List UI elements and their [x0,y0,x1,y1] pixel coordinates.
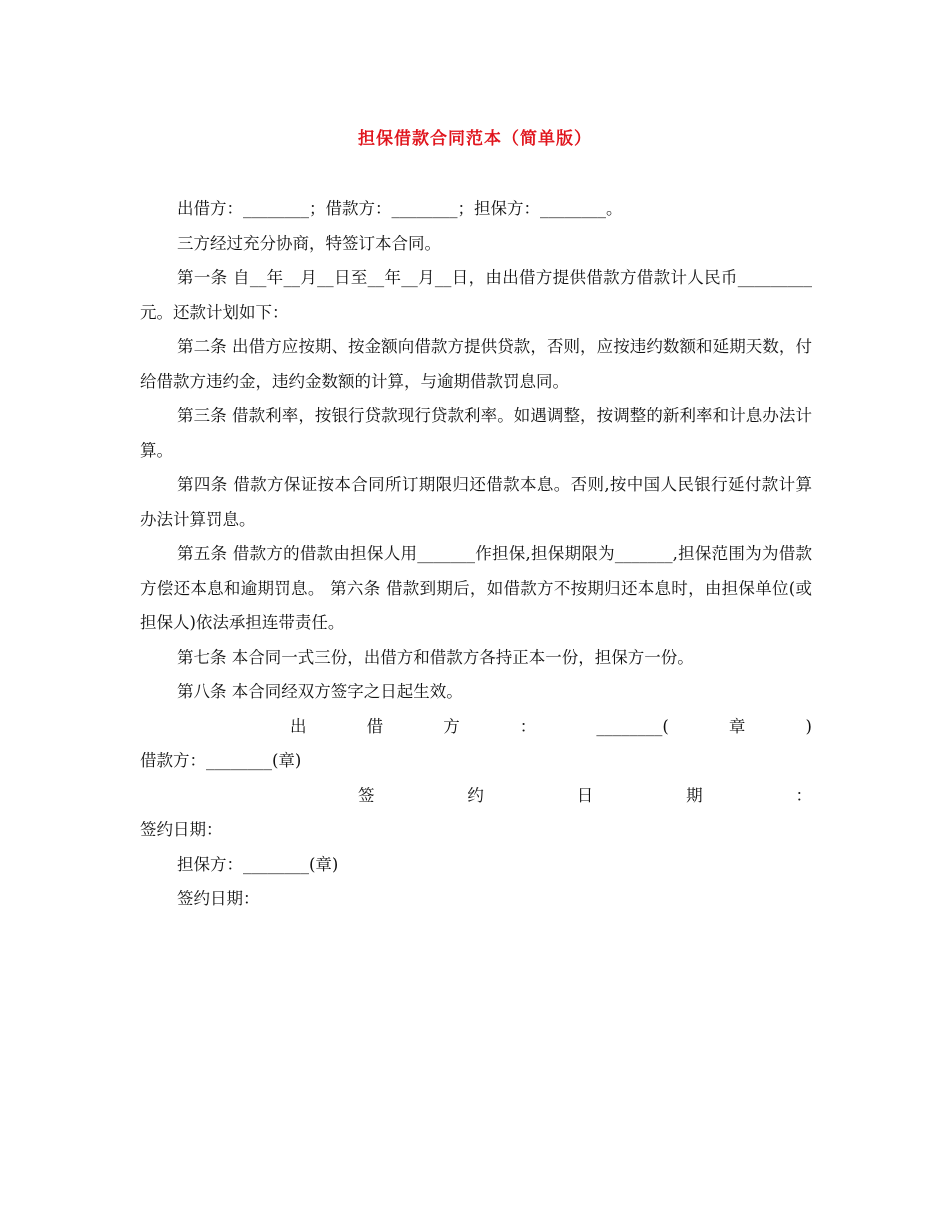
document-title: 担保借款合同范本（简单版） [358,129,592,149]
date-part: 日 [576,785,594,805]
sign-part: ________( [596,716,669,736]
sign-part: 借 [366,716,384,736]
contract-body [140,192,812,917]
sign-part: ) [805,716,812,736]
article-3: 第三条 借款利率，按银行贷款现行贷款利率。如遇调整，按调整的新利率和计息办法计算。 [140,406,812,460]
article-4: 第四条 借款方保证按本合同所订期限归还借款本息。否则,按中国人民银行延付款计算办法计算罚息。 [140,475,812,529]
sign-part: ： [519,716,537,736]
article-5-6: 第五条 借款方的借款由担保人用_______作担保,担保期限为_______,担保范围为为借款方偿还本息和逾期罚息。 第六条 借款到期后，如借款方不按期归还本息时，由担保单位(或担保人)依法承担连带责任。 [140,544,812,632]
date-part: 期 [686,785,703,805]
article-1: 第一条 自__年__月__日至__年__月__日，由出借方提供借款方借款计人民币_________元。还款计划如下： [140,268,812,322]
date-part: 约 [467,785,484,805]
lender-signature-line [140,710,812,745]
sign-part: 章 [728,716,746,736]
parties-line: 出借方：________；借款方：________；担保方：________。 [177,199,623,218]
borrower-signature: 借款方：________(章) [140,751,302,770]
sign-part: 出 [290,716,307,736]
sign-date-borrower: 签约日期： [140,820,223,839]
sign-part: 方 [443,716,460,736]
article-2: 第二条 出借方应按期、按金额向借款方提供贷款，否则，应按违约数额和延期天数，付给借款方违约金，违约金数额的计算，与逾期借款罚息同。 [140,337,812,391]
date-part: ： [795,785,812,805]
guarantor-signature: 担保方：________(章) [177,854,339,874]
sign-date-guarantor: 签约日期： [177,889,260,908]
article-8: 第八条 本合同经双方签字之日起生效。 [177,682,463,701]
intro-paragraph: 三方经过充分协商，特签订本合同。 [177,233,441,253]
article-7: 第七条 本合同一式三份，出借方和借款方各持正本一份，担保方一份。 [177,647,694,667]
date-part: 签 [358,785,375,805]
sign-date-line [140,779,812,814]
